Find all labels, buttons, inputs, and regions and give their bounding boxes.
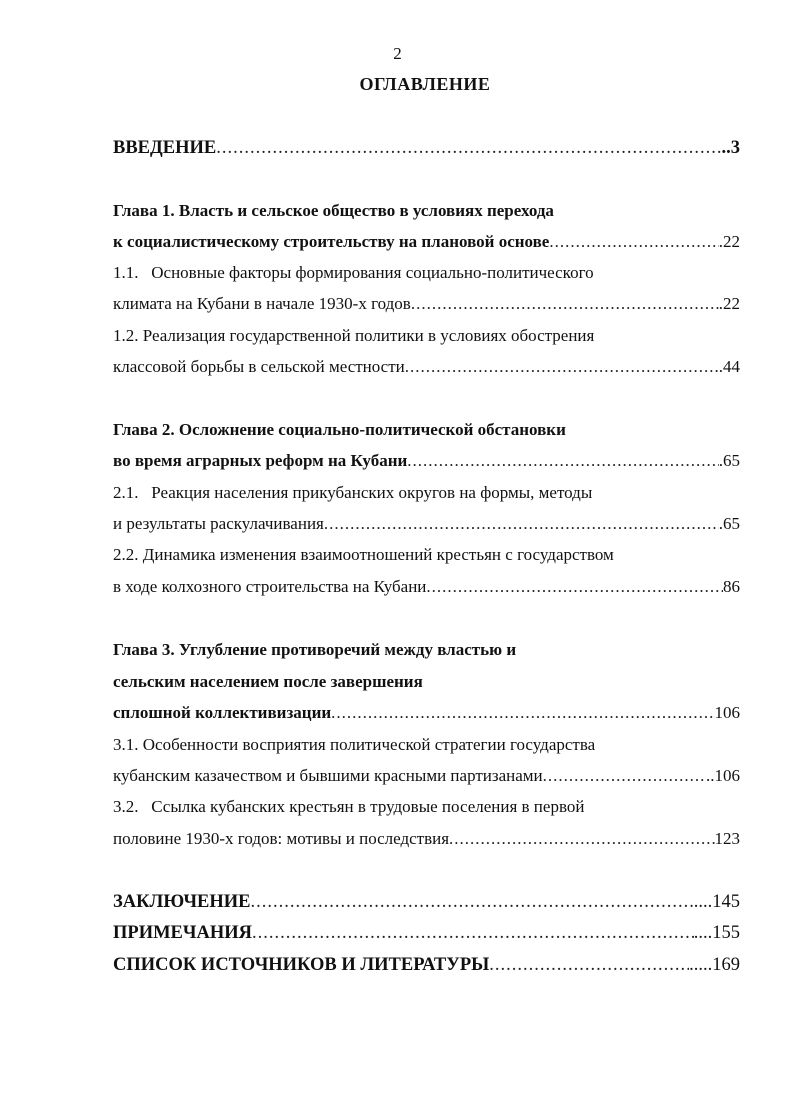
- toc-entry-sources: [113, 951, 740, 979]
- toc-entry-page: ..106: [706, 766, 740, 785]
- toc-entry-text: 2.1. Реакция населения прикубанских округов на формы, методы: [113, 483, 593, 502]
- toc-entry-text: 3.2. Ссылка кубанских крестьян в трудовые поселения в первой: [113, 797, 585, 816]
- toc-entry-text: ЗАКЛЮЧЕНИЕ: [113, 892, 251, 912]
- toc-section-3-1: [113, 762, 740, 790]
- toc-entry-text: 2.2. Динамика изменения взаимоотношений крестьян с государством: [113, 545, 614, 564]
- toc-section-1-1: [113, 290, 740, 318]
- leader-dots: [331, 699, 714, 727]
- toc-section-2-1: [113, 510, 740, 538]
- toc-entry-text: Глава 1. Власть и сельское общество в условиях перехода: [113, 201, 554, 220]
- leader-dots: [549, 228, 718, 256]
- toc-entry-page: 86: [723, 577, 740, 596]
- toc-entry-text: ПРИМЕЧАНИЯ: [113, 923, 252, 943]
- toc-chapter-3-heading: [113, 636, 516, 664]
- toc-section-3-1-heading: [113, 731, 595, 759]
- toc-entry-text: СПИСОК ИСТОЧНИКОВ И ЛИТЕРАТУРЫ: [113, 955, 490, 975]
- toc-entry-text: Глава 3. Углубление противоречий между властью и: [113, 640, 517, 659]
- leader-dots: [405, 353, 715, 381]
- leader-dots: [489, 951, 689, 979]
- leader-dots: [426, 573, 723, 601]
- toc-chapter-2: [113, 447, 740, 475]
- toc-entry-text: сельским населением после завершения: [113, 672, 423, 691]
- toc-entry-text: в ходе колхозного строительства на Кубани: [113, 577, 427, 596]
- toc-section-1-2-heading: [113, 322, 594, 350]
- page-number: 2: [393, 44, 402, 63]
- toc-entry-text: половине 1930-х годов: мотивы и последствия: [113, 829, 450, 848]
- toc-entry-text: классовой борьбы в сельской местности: [113, 357, 405, 376]
- toc-entry-page: .65: [718, 451, 740, 470]
- leader-dots: [543, 762, 706, 790]
- leader-dots: [216, 134, 721, 162]
- toc-entry-text: сплошной коллективизации: [113, 703, 332, 722]
- toc-entry-text: климата на Кубани в начале 1930-х годов: [113, 294, 411, 313]
- toc-section-3-2: [113, 825, 740, 853]
- toc-entry-text: Глава 2. Осложнение социально-политической обстановки: [113, 420, 566, 439]
- toc-entry-page: .22: [718, 232, 740, 251]
- toc-entry-text: кубанским казачеством и бывшими красными партизанами: [113, 766, 543, 785]
- toc-entry-page: .65: [718, 514, 740, 533]
- toc-chapter-2-heading: [113, 416, 566, 444]
- toc-chapter-1: [113, 228, 740, 256]
- toc-section-2-2: [113, 573, 740, 601]
- toc-entry-page: .....169: [689, 955, 740, 975]
- leader-dots: [449, 825, 714, 853]
- toc-entry-text: 1.2. Реализация государственной политики в условиях обострения: [113, 326, 595, 345]
- toc-section-2-2-heading: [113, 541, 614, 569]
- page-title: ОГЛАВЛЕНИЕ: [359, 74, 491, 94]
- toc-section-3-2-heading: [113, 793, 584, 821]
- toc-entry-page: 106: [714, 703, 740, 722]
- toc-entry-page: ....145: [693, 892, 740, 912]
- toc-entry-text: ВВЕДЕНИЕ: [113, 138, 217, 158]
- toc-chapter-1-heading: [113, 197, 554, 225]
- toc-chapter-3-heading-2: [113, 668, 423, 696]
- toc-entry-conclusion: [113, 888, 740, 916]
- leader-dots: [251, 888, 694, 916]
- toc-entry-text: 3.1. Особенности восприятия политической стратегии государства: [113, 735, 596, 754]
- toc-entry-text: во время аграрных реформ на Кубани: [113, 451, 408, 470]
- toc-entry-text: 1.1. Основные факторы формирования социально-политического: [113, 263, 594, 282]
- toc-entry-page: .22: [718, 294, 740, 313]
- toc-entry-text: и результаты раскулачивания: [113, 514, 324, 533]
- toc-entry-notes: [113, 919, 740, 947]
- toc-entry-page: ..3: [721, 138, 740, 158]
- toc-entry-intro: [113, 134, 740, 162]
- toc-entry-page: ..44: [714, 357, 740, 376]
- toc-section-1-2: [113, 353, 740, 381]
- leader-dots: [411, 290, 719, 318]
- leader-dots: [324, 510, 719, 538]
- toc-chapter-3: [113, 699, 740, 727]
- leader-dots: [252, 919, 694, 947]
- toc-section-2-1-heading: [113, 479, 592, 507]
- toc-entry-text: к социалистическому строительству на плановой основе: [113, 232, 550, 251]
- toc-section-1-1-heading: [113, 259, 594, 287]
- leader-dots: [407, 447, 718, 475]
- toc-entry-page: 123: [714, 829, 740, 848]
- toc-entry-page: ....155: [693, 923, 740, 943]
